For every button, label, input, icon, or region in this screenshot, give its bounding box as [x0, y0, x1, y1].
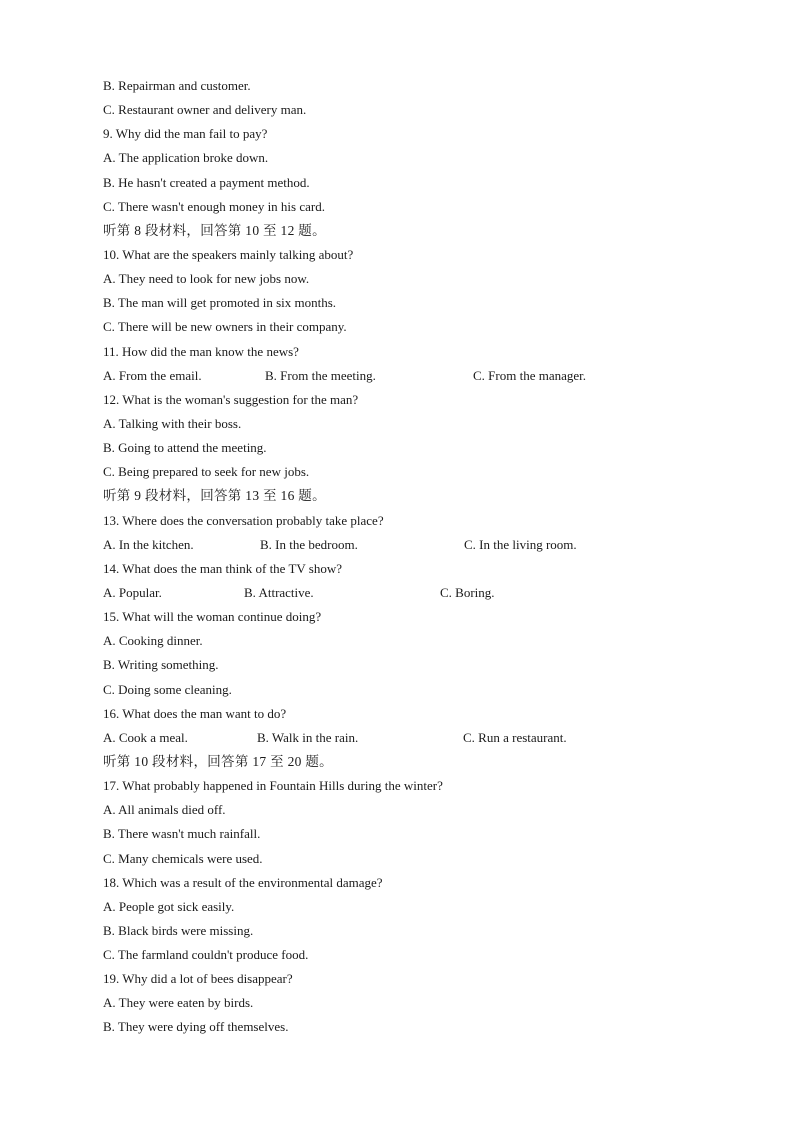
answer-options-row	[103, 533, 743, 557]
answer-option: C. Being prepared to seek for new jobs.	[103, 464, 310, 480]
question-stem: 13. Where does the conversation probably take place?	[103, 512, 384, 528]
exam-page-content	[103, 74, 743, 1040]
answer-option: C. Run a restaurant.	[463, 729, 567, 745]
answer-option: A. Cooking dinner.	[103, 633, 203, 649]
answer-option: C. The farmland couldn't produce food.	[103, 947, 309, 963]
answer-option: C. Many chemicals were used.	[103, 850, 263, 866]
answer-option: C. From the manager.	[473, 367, 587, 383]
question-stem: 18. Which was a result of the environmental damage?	[103, 874, 383, 890]
answer-options-row	[103, 581, 743, 605]
answer-option: B. In the bedroom.	[260, 536, 358, 552]
answer-option: B. Going to attend the meeting.	[103, 440, 267, 456]
answer-option: A. People got sick easily.	[103, 898, 235, 914]
answer-option: B. They were dying off themselves.	[103, 1019, 289, 1035]
answer-option: C. In the living room.	[464, 536, 577, 552]
answer-option: B. There wasn't much rainfall.	[103, 826, 261, 842]
question-stem: 9. Why did the man fail to pay?	[103, 126, 268, 142]
question-stem: 10. What are the speakers mainly talking about?	[103, 246, 354, 262]
answer-option: B. The man will get promoted in six months.	[103, 295, 337, 311]
answer-option: C. Doing some cleaning.	[103, 681, 232, 697]
answer-option: C. There will be new owners in their company.	[103, 319, 347, 335]
section-instruction: 听第 9 段材料，回答第 13 至 16 题。	[103, 488, 326, 504]
question-stem: 19. Why did a lot of bees disappear?	[103, 971, 293, 987]
answer-option: C. There wasn't enough money in his card.	[103, 198, 325, 214]
answer-options-row	[103, 726, 743, 750]
answer-option: A. The application broke down.	[103, 150, 269, 166]
section-instruction: 听第 10 段材料，回答第 17 至 20 题。	[103, 753, 333, 769]
answer-option: B. Black birds were missing.	[103, 922, 254, 938]
answer-option: C. Boring.	[440, 584, 495, 600]
answer-option: A. They were eaten by birds.	[103, 995, 254, 1011]
answer-option: A. All animals died off.	[103, 802, 226, 818]
question-stem: 16. What does the man want to do?	[103, 705, 287, 721]
answer-option: A. Cook a meal.	[103, 729, 188, 745]
question-stem: 12. What is the woman's suggestion for the man?	[103, 391, 359, 407]
answer-option: A. In the kitchen.	[103, 536, 194, 552]
answer-options-row	[103, 364, 743, 388]
question-stem: 11. How did the man know the news?	[103, 343, 299, 359]
answer-option: B. He hasn't created a payment method.	[103, 174, 310, 190]
answer-option: B. Repairman and customer.	[103, 78, 251, 93]
answer-option: A. Talking with their boss.	[103, 415, 242, 431]
answer-option: B. Walk in the rain.	[257, 729, 359, 745]
answer-option: B. From the meeting.	[265, 367, 376, 383]
answer-option: B. Attractive.	[244, 584, 314, 600]
answer-option: B. Writing something.	[103, 657, 219, 673]
answer-option: A. They need to look for new jobs now.	[103, 271, 310, 287]
answer-option: A. Popular.	[103, 584, 162, 600]
answer-option: C. Restaurant owner and delivery man.	[103, 102, 307, 118]
section-instruction: 听第 8 段材料，回答第 10 至 12 题。	[103, 222, 326, 238]
question-stem: 17. What probably happened in Fountain Hills during the winter?	[103, 778, 443, 794]
question-stem: 14. What does the man think of the TV show?	[103, 560, 343, 576]
question-stem: 15. What will the woman continue doing?	[103, 609, 322, 625]
answer-option: A. From the email.	[103, 367, 202, 383]
